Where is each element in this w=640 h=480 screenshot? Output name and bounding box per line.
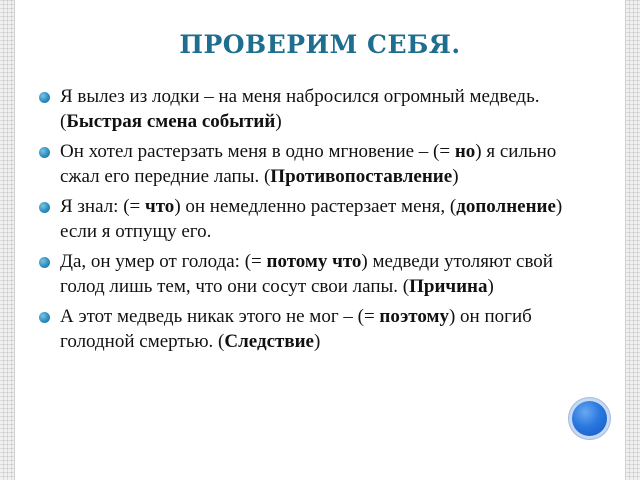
- bullet-item-5: [36, 304, 596, 354]
- bullet-text: Да, он умер от голода: (= потому что) медведи утоляют свой голод лишь тем, что они сосут свои лапы. (Причина): [60, 251, 553, 297]
- slide-title: ПРОВЕРИМ СЕБЯ.: [179, 30, 461, 59]
- bullet-dot-icon: [39, 257, 50, 268]
- bullet-item-1: [36, 84, 596, 134]
- bullet-text: Я знал: (= что) он немедленно растерзает меня, (дополнение) если я отпущу его.: [60, 196, 563, 242]
- bullet-text: Я вылез из лодки – на меня набросился огромный медведь. (Быстрая смена событий): [60, 86, 540, 132]
- bullet-dot-icon: [39, 92, 50, 103]
- bullet-dot-icon: [39, 312, 50, 323]
- bullet-text: А этот медведь никак этого не мог – (= поэтому) он погиб голодной смертью. (Следствие): [60, 306, 532, 352]
- bullet-dot-icon: [39, 147, 50, 158]
- bullet-dot-icon: [39, 202, 50, 213]
- right-border-rail: [625, 0, 640, 480]
- blue-circle-icon: [572, 401, 607, 436]
- left-border-rail: [0, 0, 15, 480]
- bullet-item-2: [36, 139, 596, 189]
- bullet-text: Он хотел растерзать меня в одно мгновение – (= но) я сильно сжал его передние лапы. (Противопоставление): [60, 141, 557, 187]
- bullet-item-3: [36, 194, 596, 244]
- bullet-list: [36, 84, 596, 359]
- bullet-item-4: [36, 249, 596, 299]
